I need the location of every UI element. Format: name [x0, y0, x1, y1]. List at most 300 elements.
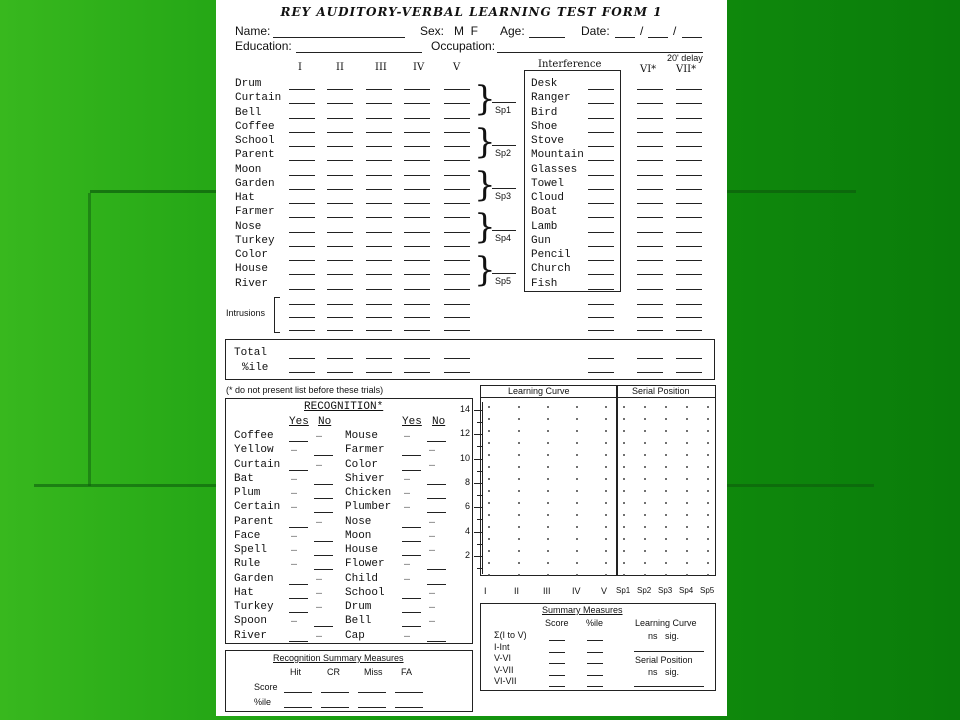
- recognition-word: Plumber: [345, 501, 392, 514]
- recognition-answer-blank[interactable]: [427, 441, 446, 442]
- grid-dot: [623, 562, 625, 564]
- trial-response-blank[interactable]: [289, 232, 315, 233]
- total-blank[interactable]: [327, 372, 353, 373]
- trial-response-blank[interactable]: [289, 189, 315, 190]
- trial-response-blank[interactable]: [327, 232, 353, 233]
- intrusion-blank[interactable]: [289, 304, 315, 305]
- intrusion-blank[interactable]: [676, 317, 702, 318]
- grid-dot: [547, 490, 549, 492]
- grid-dot: [665, 466, 667, 468]
- trial-response-blank[interactable]: [327, 189, 353, 190]
- trial-response-blank[interactable]: [366, 160, 392, 161]
- group-brace: }: [474, 164, 496, 205]
- vi-label: VI*: [640, 64, 657, 75]
- recognition-answer-blank[interactable]: [314, 569, 333, 570]
- summary-row-label: V-VII: [494, 664, 514, 675]
- vii-response-blank[interactable]: [676, 217, 702, 218]
- recognition-answer-blank[interactable]: [427, 569, 446, 570]
- intrusion-blank[interactable]: [637, 304, 663, 305]
- trial-response-blank[interactable]: [404, 260, 430, 261]
- recognition-dots: …: [291, 444, 298, 456]
- serial-group-label: Sp5: [495, 276, 512, 286]
- trial-response-blank[interactable]: [444, 146, 470, 147]
- trial-header-2: II: [336, 62, 344, 73]
- trial-response-blank[interactable]: [404, 175, 430, 176]
- total-blank[interactable]: [588, 358, 614, 359]
- interference-response-blank[interactable]: [588, 203, 614, 204]
- total-box: [225, 339, 715, 380]
- trial-response-blank[interactable]: [366, 89, 392, 90]
- vii-response-blank[interactable]: [676, 103, 702, 104]
- summary-score-blank[interactable]: [549, 640, 565, 641]
- trial-response-blank[interactable]: [289, 89, 315, 90]
- serial-group-blank[interactable]: [492, 145, 516, 146]
- vi-response-blank[interactable]: [637, 146, 663, 147]
- trial-response-blank[interactable]: [289, 289, 315, 290]
- summary-score-blank[interactable]: [549, 663, 565, 664]
- recognition-answer-blank[interactable]: [427, 498, 446, 499]
- summary-percentile-blank[interactable]: [587, 652, 603, 653]
- summary-score-blank[interactable]: [549, 686, 565, 687]
- grid-dot: [644, 514, 646, 516]
- vi-response-blank[interactable]: [637, 160, 663, 161]
- total-blank[interactable]: [588, 372, 614, 373]
- trial-response-blank[interactable]: [366, 217, 392, 218]
- interference-response-blank[interactable]: [588, 189, 614, 190]
- recognition-answer-blank[interactable]: [289, 641, 308, 642]
- vi-response-blank[interactable]: [637, 89, 663, 90]
- summary-percentile-blank[interactable]: [587, 663, 603, 664]
- trial-response-blank[interactable]: [327, 175, 353, 176]
- total-blank[interactable]: [366, 372, 392, 373]
- recognition-summary-blank[interactable]: [321, 692, 349, 693]
- list-a-word: School: [235, 135, 275, 147]
- y-tick-mark: [474, 434, 482, 435]
- vi-response-blank[interactable]: [637, 203, 663, 204]
- serial-group-blank[interactable]: [492, 102, 516, 103]
- serial-group-blank[interactable]: [492, 188, 516, 189]
- trial-response-blank[interactable]: [366, 289, 392, 290]
- trial-response-blank[interactable]: [404, 132, 430, 133]
- recognition-answer-blank[interactable]: [427, 512, 446, 513]
- grid-dot: [547, 550, 549, 552]
- interference-response-blank[interactable]: [588, 289, 614, 290]
- recognition-answer-blank[interactable]: [402, 612, 421, 613]
- trial-response-blank[interactable]: [366, 203, 392, 204]
- serial-group-blank[interactable]: [492, 273, 516, 274]
- no-header: No: [432, 416, 446, 428]
- grid-dot: [488, 514, 490, 516]
- recognition-answer-blank[interactable]: [314, 541, 333, 542]
- list-a-word: Parent: [235, 149, 275, 162]
- total-blank[interactable]: [289, 372, 315, 373]
- recognition-answer-blank[interactable]: [289, 470, 308, 471]
- date-day-field[interactable]: [648, 37, 668, 38]
- trial-response-blank[interactable]: [289, 175, 315, 176]
- trial-response-blank[interactable]: [289, 132, 315, 133]
- trial-response-blank[interactable]: [404, 118, 430, 119]
- trial-response-blank[interactable]: [289, 260, 315, 261]
- date-month-field[interactable]: [615, 37, 635, 38]
- recognition-answer-blank[interactable]: [427, 484, 446, 485]
- total-blank[interactable]: [289, 358, 315, 359]
- trial-response-blank[interactable]: [444, 232, 470, 233]
- trial-response-blank[interactable]: [444, 160, 470, 161]
- vi-response-blank[interactable]: [637, 118, 663, 119]
- recognition-answer-blank[interactable]: [314, 455, 333, 456]
- trial-response-blank[interactable]: [404, 246, 430, 247]
- recognition-summary-blank[interactable]: [284, 692, 312, 693]
- trial-response-blank[interactable]: [404, 103, 430, 104]
- total-blank[interactable]: [676, 358, 702, 359]
- trial-response-blank[interactable]: [327, 89, 353, 90]
- intrusion-blank[interactable]: [327, 304, 353, 305]
- recognition-summary-row: %ile: [254, 697, 272, 707]
- grid-dot: [686, 562, 688, 564]
- trial-response-blank[interactable]: [327, 246, 353, 247]
- vi-response-blank[interactable]: [637, 132, 663, 133]
- education-label: Education:: [235, 39, 292, 53]
- trial-response-blank[interactable]: [366, 132, 392, 133]
- vii-response-blank[interactable]: [676, 203, 702, 204]
- grid-dot: [518, 418, 520, 420]
- summary-percentile-blank[interactable]: [587, 686, 603, 687]
- grid-dot: [605, 442, 607, 444]
- trial-response-blank[interactable]: [327, 103, 353, 104]
- recognition-answer-blank[interactable]: [427, 584, 446, 585]
- recognition-summary-blank[interactable]: [358, 692, 386, 693]
- learning-curve-sig-field[interactable]: [634, 651, 704, 652]
- grid-dot: [707, 442, 709, 444]
- list-b-word: Lamb: [531, 220, 558, 233]
- x-tick-label: Sp1: [616, 586, 631, 595]
- total-blank[interactable]: [676, 372, 702, 373]
- trial-response-blank[interactable]: [444, 103, 470, 104]
- intrusion-blank[interactable]: [404, 317, 430, 318]
- recognition-dots: …: [429, 586, 436, 598]
- grid-dot: [488, 562, 490, 564]
- trial-response-blank[interactable]: [444, 203, 470, 204]
- recognition-answer-blank[interactable]: [402, 455, 421, 456]
- vii-response-blank[interactable]: [676, 246, 702, 247]
- recognition-answer-blank[interactable]: [314, 484, 333, 485]
- recognition-dots: …: [404, 430, 411, 441]
- interference-response-blank[interactable]: [588, 103, 614, 104]
- trial-response-blank[interactable]: [444, 289, 470, 290]
- vii-response-blank[interactable]: [676, 260, 702, 261]
- trial-response-blank[interactable]: [404, 89, 430, 90]
- interference-response-blank[interactable]: [588, 118, 614, 119]
- summary-percentile-header: %ile: [586, 618, 604, 628]
- vii-response-blank[interactable]: [676, 289, 702, 290]
- recognition-answer-blank[interactable]: [402, 470, 421, 471]
- education-field[interactable]: [296, 52, 422, 53]
- vii-response-blank[interactable]: [676, 274, 702, 275]
- recognition-dots: …: [316, 629, 323, 641]
- serial-group-blank[interactable]: [492, 230, 516, 231]
- grid-dot: [644, 574, 646, 576]
- grid-dot: [707, 466, 709, 468]
- recognition-answer-blank[interactable]: [402, 598, 421, 599]
- summary-score-blank[interactable]: [549, 675, 565, 676]
- interference-response-blank[interactable]: [588, 146, 614, 147]
- vii-response-blank[interactable]: [676, 175, 702, 176]
- trial-response-blank[interactable]: [327, 217, 353, 218]
- trial-response-blank[interactable]: [366, 103, 392, 104]
- serial-position-sig-field[interactable]: [634, 686, 704, 687]
- intrusion-blank[interactable]: [637, 330, 663, 331]
- summary-score-blank[interactable]: [549, 652, 565, 653]
- trial-response-blank[interactable]: [366, 260, 392, 261]
- recognition-answer-blank[interactable]: [289, 527, 308, 528]
- interference-response-blank[interactable]: [588, 175, 614, 176]
- summary-row-label: Σ(I to V): [494, 630, 527, 640]
- intrusion-blank[interactable]: [444, 317, 470, 318]
- recognition-dots: …: [429, 458, 436, 470]
- grid-dot: [547, 466, 549, 468]
- y-tick-label: 2: [464, 549, 470, 560]
- recognition-answer-blank[interactable]: [289, 584, 308, 585]
- vi-response-blank[interactable]: [637, 189, 663, 190]
- recognition-answer-blank[interactable]: [289, 598, 308, 599]
- grid-dot: [686, 406, 688, 408]
- age-field[interactable]: [529, 37, 565, 38]
- grid-dot: [576, 538, 578, 540]
- vi-response-blank[interactable]: [637, 103, 663, 104]
- recognition-word: Rule: [234, 558, 261, 571]
- summary-percentile-blank[interactable]: [587, 640, 603, 641]
- total-blank[interactable]: [404, 372, 430, 373]
- intrusion-blank[interactable]: [404, 330, 430, 331]
- interference-response-blank[interactable]: [588, 160, 614, 161]
- trial-response-blank[interactable]: [289, 160, 315, 161]
- grid-dot: [547, 406, 549, 408]
- recognition-word: Hat: [234, 586, 254, 599]
- recognition-answer-blank[interactable]: [402, 527, 421, 528]
- trial-response-blank[interactable]: [289, 274, 315, 275]
- recognition-word: Yellow: [234, 444, 274, 457]
- grid-dot: [488, 490, 490, 492]
- recognition-answer-blank[interactable]: [402, 555, 421, 556]
- intrusion-blank[interactable]: [444, 330, 470, 331]
- trial-response-blank[interactable]: [289, 103, 315, 104]
- grid-dot: [686, 442, 688, 444]
- interference-response-blank[interactable]: [588, 217, 614, 218]
- trial-response-blank[interactable]: [366, 232, 392, 233]
- grid-dot: [707, 454, 709, 456]
- vi-response-blank[interactable]: [637, 232, 663, 233]
- trial-response-blank[interactable]: [404, 189, 430, 190]
- recognition-summary-blank[interactable]: [395, 707, 423, 708]
- intrusion-blank[interactable]: [366, 330, 392, 331]
- yes-header: Yes: [402, 416, 422, 428]
- vii-response-blank[interactable]: [676, 232, 702, 233]
- recognition-answer-blank[interactable]: [314, 626, 333, 627]
- trial-response-blank[interactable]: [404, 217, 430, 218]
- vii-response-blank[interactable]: [676, 132, 702, 133]
- total-blank[interactable]: [444, 372, 470, 373]
- trial-response-blank[interactable]: [444, 175, 470, 176]
- recognition-dots: …: [316, 515, 323, 527]
- trial-response-blank[interactable]: [289, 118, 315, 119]
- intrusion-blank[interactable]: [637, 317, 663, 318]
- total-blank[interactable]: [637, 358, 663, 359]
- grid-dot: [547, 562, 549, 564]
- recognition-dots: …: [404, 487, 411, 498]
- trial-response-blank[interactable]: [444, 260, 470, 261]
- trial-response-blank[interactable]: [444, 217, 470, 218]
- intrusion-blank[interactable]: [289, 330, 315, 331]
- recognition-dots: …: [316, 601, 323, 612]
- interference-response-blank[interactable]: [588, 89, 614, 90]
- date-year-field[interactable]: [682, 37, 702, 38]
- list-b-word: Glasses: [531, 163, 578, 176]
- vii-response-blank[interactable]: [676, 160, 702, 161]
- trial-response-blank[interactable]: [289, 203, 315, 204]
- trial-response-blank[interactable]: [327, 146, 353, 147]
- trial-response-blank[interactable]: [404, 146, 430, 147]
- grid-dot: [576, 502, 578, 504]
- grid-dot: [605, 550, 607, 552]
- trial-response-blank[interactable]: [289, 146, 315, 147]
- trial-response-blank[interactable]: [366, 146, 392, 147]
- vii-response-blank[interactable]: [676, 89, 702, 90]
- grid-dot: [665, 526, 667, 528]
- grid-dot: [488, 538, 490, 540]
- trial-response-blank[interactable]: [327, 118, 353, 119]
- trial-response-blank[interactable]: [404, 274, 430, 275]
- vi-response-blank[interactable]: [637, 289, 663, 290]
- grid-dot: [644, 454, 646, 456]
- intrusion-blank[interactable]: [676, 304, 702, 305]
- recognition-summary-blank[interactable]: [358, 707, 386, 708]
- trial-response-blank[interactable]: [289, 217, 315, 218]
- summary-percentile-blank[interactable]: [587, 675, 603, 676]
- total-blank[interactable]: [404, 358, 430, 359]
- trial-response-blank[interactable]: [444, 89, 470, 90]
- recognition-title: RECOGNITION*: [304, 401, 384, 413]
- list-b-word: Pencil: [531, 249, 571, 261]
- trial-response-blank[interactable]: [289, 246, 315, 247]
- recognition-summary-blank[interactable]: [284, 707, 312, 708]
- y-tick-minor: [477, 495, 482, 496]
- recognition-answer-blank[interactable]: [289, 612, 308, 613]
- grid-dot: [665, 550, 667, 552]
- vi-response-blank[interactable]: [637, 246, 663, 247]
- recognition-answer-blank[interactable]: [402, 541, 421, 542]
- intrusion-blank[interactable]: [444, 304, 470, 305]
- trial-response-blank[interactable]: [366, 118, 392, 119]
- recognition-answer-blank[interactable]: [289, 441, 308, 442]
- vi-response-blank[interactable]: [637, 260, 663, 261]
- recognition-answer-blank[interactable]: [314, 555, 333, 556]
- intrusion-blank[interactable]: [289, 317, 315, 318]
- total-blank[interactable]: [327, 358, 353, 359]
- recognition-summary-blank[interactable]: [321, 707, 349, 708]
- grid-dot: [488, 526, 490, 528]
- name-field[interactable]: [273, 37, 405, 38]
- total-blank[interactable]: [444, 358, 470, 359]
- intrusion-blank[interactable]: [588, 330, 614, 331]
- trial-response-blank[interactable]: [366, 274, 392, 275]
- trial-response-blank[interactable]: [404, 160, 430, 161]
- recognition-answer-blank[interactable]: [402, 626, 421, 627]
- trial-response-blank[interactable]: [366, 175, 392, 176]
- trial-response-blank[interactable]: [366, 189, 392, 190]
- intrusion-blank[interactable]: [588, 317, 614, 318]
- grid-dot: [665, 538, 667, 540]
- trial-response-blank[interactable]: [444, 274, 470, 275]
- trial-response-blank[interactable]: [327, 203, 353, 204]
- intrusion-blank[interactable]: [327, 330, 353, 331]
- recognition-answer-blank[interactable]: [314, 498, 333, 499]
- trial-response-blank[interactable]: [444, 132, 470, 133]
- vii-response-blank[interactable]: [676, 189, 702, 190]
- vi-response-blank[interactable]: [637, 274, 663, 275]
- trial-response-blank[interactable]: [444, 189, 470, 190]
- sex-options[interactable]: M F: [454, 24, 478, 38]
- learning-curve-y-axis: [482, 402, 483, 574]
- list-a-word: Coffee: [235, 120, 275, 133]
- interference-response-blank[interactable]: [588, 246, 614, 247]
- grid-dot: [547, 526, 549, 528]
- trial-response-blank[interactable]: [404, 289, 430, 290]
- total-blank[interactable]: [366, 358, 392, 359]
- y-tick-minor: [477, 422, 482, 423]
- trial-response-blank[interactable]: [327, 132, 353, 133]
- trial-response-blank[interactable]: [327, 160, 353, 161]
- recognition-word: Garden: [234, 572, 274, 585]
- recognition-dots: …: [291, 487, 298, 498]
- trial-response-blank[interactable]: [444, 118, 470, 119]
- intrusion-blank[interactable]: [366, 317, 392, 318]
- recognition-dots: …: [316, 430, 323, 441]
- grid-dot: [707, 430, 709, 432]
- intrusion-blank[interactable]: [327, 317, 353, 318]
- grid-dot: [623, 430, 625, 432]
- interference-response-blank[interactable]: [588, 260, 614, 261]
- grid-dot: [665, 478, 667, 480]
- vii-response-blank[interactable]: [676, 118, 702, 119]
- trial-response-blank[interactable]: [327, 289, 353, 290]
- intrusion-blank[interactable]: [366, 304, 392, 305]
- trial-response-blank[interactable]: [327, 260, 353, 261]
- trial-response-blank[interactable]: [327, 274, 353, 275]
- grid-dot: [665, 406, 667, 408]
- intrusion-blank[interactable]: [676, 330, 702, 331]
- grid-dot: [605, 526, 607, 528]
- trial-response-blank[interactable]: [444, 246, 470, 247]
- vi-response-blank[interactable]: [637, 175, 663, 176]
- interference-response-blank[interactable]: [588, 132, 614, 133]
- vii-response-blank[interactable]: [676, 146, 702, 147]
- y-tick-minor: [477, 471, 482, 472]
- total-blank[interactable]: [637, 372, 663, 373]
- trial-response-blank[interactable]: [404, 203, 430, 204]
- vi-response-blank[interactable]: [637, 217, 663, 218]
- recognition-word: Bat: [234, 472, 254, 485]
- recognition-answer-blank[interactable]: [427, 641, 446, 642]
- recognition-summary-blank[interactable]: [395, 692, 423, 693]
- interference-response-blank[interactable]: [588, 274, 614, 275]
- recognition-answer-blank[interactable]: [314, 512, 333, 513]
- intrusion-blank[interactable]: [404, 304, 430, 305]
- interference-response-blank[interactable]: [588, 232, 614, 233]
- trial-response-blank[interactable]: [404, 232, 430, 233]
- intrusion-blank[interactable]: [588, 304, 614, 305]
- grid-dot: [547, 454, 549, 456]
- trial-response-blank[interactable]: [366, 246, 392, 247]
